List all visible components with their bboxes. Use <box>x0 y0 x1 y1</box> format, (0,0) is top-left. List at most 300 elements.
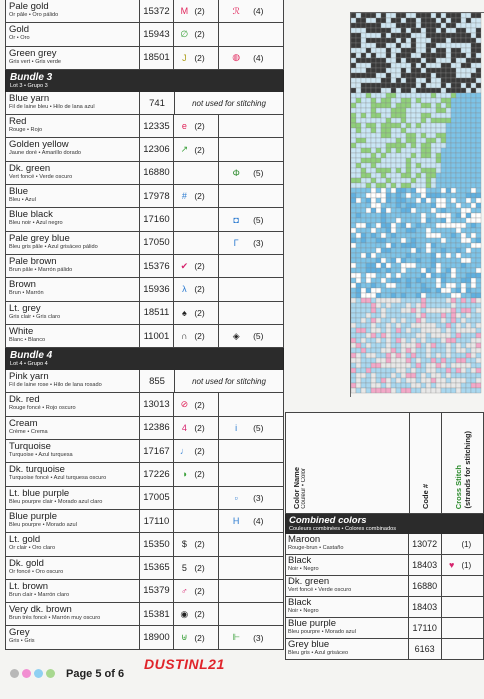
chart-cell <box>386 43 391 48</box>
chart-cell <box>351 198 356 203</box>
chart-cell <box>466 118 471 123</box>
chart-cell <box>381 233 386 238</box>
chart-cell <box>456 233 461 238</box>
chart-cell <box>456 263 461 268</box>
chart-cell <box>406 108 411 113</box>
chart-cell <box>471 318 476 323</box>
chart-cell <box>476 333 481 338</box>
chart-cell <box>421 193 426 198</box>
chart-cell <box>461 98 466 103</box>
chart-cell <box>396 208 401 213</box>
chart-cell <box>441 258 446 263</box>
chart-cell <box>366 223 371 228</box>
chart-cell <box>361 318 366 323</box>
chart-cell <box>431 48 436 53</box>
chart-cell <box>461 118 466 123</box>
chart-cell <box>391 353 396 358</box>
chart-cell <box>436 363 441 368</box>
chart-cell <box>471 63 476 68</box>
chart-cell <box>411 388 416 393</box>
chart-cell <box>406 258 411 263</box>
color-row <box>5 463 284 486</box>
chart-cell <box>411 328 416 333</box>
chart-cell <box>466 38 471 43</box>
chart-cell <box>436 43 441 48</box>
chart-cell <box>421 183 426 188</box>
chart-cell <box>401 148 406 153</box>
chart-cell <box>461 123 466 128</box>
chart-cell <box>406 148 411 153</box>
chart-cell <box>356 203 361 208</box>
chart-cell <box>386 13 391 18</box>
chart-cell <box>386 348 391 353</box>
chart-cell <box>466 278 471 283</box>
chart-cell <box>361 188 366 193</box>
chart-cell <box>366 318 371 323</box>
chart-cell <box>396 28 401 33</box>
chart-cell <box>446 13 451 18</box>
chart-cell <box>451 33 456 38</box>
chart-cell <box>411 373 416 378</box>
chart-cell <box>356 333 361 338</box>
chart-cell <box>431 233 436 238</box>
color-name-translation: Fil de laine rose • Hilo de lana rosado <box>9 382 102 389</box>
chart-cell <box>431 348 436 353</box>
chart-cell <box>366 373 371 378</box>
chart-cell <box>426 388 431 393</box>
chart-cell <box>436 98 441 103</box>
chart-cell <box>416 183 421 188</box>
chart-cell <box>381 323 386 328</box>
chart-cell <box>356 33 361 38</box>
chart-cell <box>366 253 371 258</box>
chart-cell <box>466 148 471 153</box>
backstitch-count: (3) <box>253 492 264 503</box>
chart-cell <box>466 388 471 393</box>
chart-cell <box>411 88 416 93</box>
chart-cell <box>426 93 431 98</box>
chart-cell <box>466 53 471 58</box>
chart-cell <box>406 263 411 268</box>
chart-cell <box>431 188 436 193</box>
combined-color-translation: Vert foncé • Verde oscuro <box>288 587 352 593</box>
chart-cell <box>441 188 446 193</box>
chart-cell <box>366 163 371 168</box>
strand-count <box>194 232 218 254</box>
chart-cell <box>376 18 381 23</box>
chart-cell <box>466 138 471 143</box>
chart-cell <box>396 78 401 83</box>
chart-cell <box>361 238 366 243</box>
chart-cell <box>361 213 366 218</box>
chart-cell <box>381 143 386 148</box>
chart-cell <box>391 98 396 103</box>
chart-cell <box>376 73 381 78</box>
chart-cell <box>371 63 376 68</box>
chart-cell <box>431 193 436 198</box>
chart-cell <box>376 193 381 198</box>
chart-cell <box>471 388 476 393</box>
chart-cell <box>351 148 356 153</box>
color-name-translation: Rouge foncé • Rojo oscuro <box>9 405 76 412</box>
chart-cell <box>356 143 361 148</box>
chart-cell <box>391 173 396 178</box>
chart-cell <box>381 338 386 343</box>
chart-cell <box>476 198 481 203</box>
chart-cell <box>411 93 416 98</box>
color-code: 15376 <box>139 255 174 277</box>
chart-cell <box>361 223 366 228</box>
backstitch-symbol <box>218 138 253 160</box>
chart-cell <box>371 248 376 253</box>
chart-cell <box>366 203 371 208</box>
backstitch-symbol <box>218 255 253 277</box>
chart-cell <box>456 148 461 153</box>
chart-cell <box>381 128 386 133</box>
chart-cell <box>416 78 421 83</box>
chart-cell <box>441 308 446 313</box>
chart-cell <box>421 293 426 298</box>
chart-cell <box>471 133 476 138</box>
chart-cell <box>356 133 361 138</box>
chart-cell <box>446 263 451 268</box>
color-name-cell <box>6 393 139 415</box>
chart-cell <box>361 308 366 313</box>
chart-cell <box>456 93 461 98</box>
bundle-subtitle: Lot 3 • Grupo 3 <box>10 82 48 89</box>
chart-cell <box>466 78 471 83</box>
chart-cell <box>396 243 401 248</box>
chart-cell <box>386 373 391 378</box>
chart-cell <box>376 118 381 123</box>
chart-cell <box>366 308 371 313</box>
chart-cell <box>451 38 456 43</box>
chart-cell <box>421 228 426 233</box>
chart-cell <box>381 333 386 338</box>
chart-cell <box>351 143 356 148</box>
chart-cell <box>356 63 361 68</box>
color-code: 18511 <box>139 302 174 324</box>
chart-cell <box>366 263 371 268</box>
stitch-symbol <box>173 162 194 184</box>
chart-cell <box>456 103 461 108</box>
chart-cell <box>441 238 446 243</box>
chart-cell <box>351 358 356 363</box>
chart-cell <box>426 323 431 328</box>
color-name: Pale grey blue <box>9 232 70 244</box>
chart-cell <box>351 58 356 63</box>
chart-cell <box>461 338 466 343</box>
chart-cell <box>421 53 426 58</box>
chart-cell <box>431 238 436 243</box>
color-name: Green grey <box>9 47 57 59</box>
chart-cell <box>371 233 376 238</box>
chart-cell <box>351 293 356 298</box>
chart-cell <box>431 218 436 223</box>
chart-cell <box>421 368 426 373</box>
chart-cell <box>381 373 386 378</box>
chart-cell <box>431 73 436 78</box>
chart-cell <box>391 118 396 123</box>
strand-count: (2) <box>194 632 205 643</box>
chart-cell <box>381 163 386 168</box>
chart-cell <box>471 363 476 368</box>
chart-cell <box>366 193 371 198</box>
chart-cell <box>451 138 456 143</box>
stitch-symbol <box>173 232 194 254</box>
chart-cell <box>416 98 421 103</box>
chart-cell <box>366 38 371 43</box>
chart-cell <box>361 328 366 333</box>
chart-cell <box>441 98 446 103</box>
chart-cell <box>416 223 421 228</box>
chart-cell <box>426 158 431 163</box>
page-footer <box>10 665 124 683</box>
chart-cell <box>456 288 461 293</box>
chart-cell <box>401 118 406 123</box>
chart-cell <box>436 308 441 313</box>
chart-cell <box>411 48 416 53</box>
chart-cell <box>431 293 436 298</box>
chart-cell <box>476 53 481 58</box>
chart-cell <box>451 193 456 198</box>
chart-cell <box>441 173 446 178</box>
chart-cell <box>431 23 436 28</box>
chart-cell <box>386 298 391 303</box>
chart-cell <box>446 188 451 193</box>
chart-cell <box>446 193 451 198</box>
chart-cell <box>421 148 426 153</box>
chart-cell <box>406 373 411 378</box>
chart-cell <box>381 43 386 48</box>
chart-cell <box>471 143 476 148</box>
chart-cell <box>461 253 466 258</box>
chart-cell <box>476 158 481 163</box>
section-title: Combined colors <box>289 515 367 526</box>
chart-cell <box>371 158 376 163</box>
chart-cell <box>476 48 481 53</box>
chart-cell <box>386 183 391 188</box>
chart-cell <box>471 273 476 278</box>
chart-cell <box>431 108 436 113</box>
chart-cell <box>401 43 406 48</box>
chart-cell <box>391 213 396 218</box>
chart-cell <box>461 198 466 203</box>
chart-cell <box>356 253 361 258</box>
chart-cell <box>411 148 416 153</box>
chart-cell <box>466 283 471 288</box>
chart-cell <box>431 83 436 88</box>
chart-cell <box>436 218 441 223</box>
chart-cell <box>396 388 401 393</box>
chart-cell <box>476 368 481 373</box>
chart-cell <box>471 123 476 128</box>
chart-cell <box>466 308 471 313</box>
chart-cell <box>386 323 391 328</box>
chart-cell <box>466 353 471 358</box>
chart-cell <box>471 33 476 38</box>
chart-cell <box>431 113 436 118</box>
chart-cell <box>351 63 356 68</box>
chart-cell <box>461 63 466 68</box>
chart-cell <box>386 148 391 153</box>
chart-cell <box>391 253 396 258</box>
chart-cell <box>431 313 436 318</box>
chart-cell <box>386 343 391 348</box>
chart-cell <box>441 348 446 353</box>
chart-cell <box>456 23 461 28</box>
color-name-translation: Or clair • Oro claro <box>9 545 56 552</box>
chart-cell <box>416 218 421 223</box>
color-name: Blue purple <box>9 510 58 522</box>
chart-cell <box>386 68 391 73</box>
color-name: Brown <box>9 279 36 291</box>
chart-cell <box>441 378 446 383</box>
chart-cell <box>376 313 381 318</box>
chart-cell <box>436 378 441 383</box>
chart-cell <box>461 43 466 48</box>
chart-cell <box>441 168 446 173</box>
chart-cell <box>441 243 446 248</box>
chart-cell <box>466 133 471 138</box>
chart-cell <box>386 213 391 218</box>
chart-cell <box>416 53 421 58</box>
chart-cell <box>356 163 361 168</box>
chart-cell <box>376 363 381 368</box>
chart-cell <box>351 253 356 258</box>
chart-cell <box>476 313 481 318</box>
chart-cell <box>391 38 396 43</box>
chart-cell <box>461 203 466 208</box>
chart-cell <box>471 38 476 43</box>
chart-cell <box>476 108 481 113</box>
chart-cell <box>356 233 361 238</box>
chart-cell <box>391 303 396 308</box>
chart-cell <box>451 73 456 78</box>
chart-cell <box>416 258 421 263</box>
chart-cell <box>386 293 391 298</box>
chart-cell <box>476 228 481 233</box>
chart-cell <box>396 63 401 68</box>
chart-cell <box>356 293 361 298</box>
color-name-translation: Blanc • Blanco <box>9 336 46 343</box>
chart-cell <box>446 328 451 333</box>
chart-cell <box>401 263 406 268</box>
chart-cell <box>371 378 376 383</box>
chart-cell <box>406 238 411 243</box>
color-name: Gold <box>9 24 30 36</box>
chart-cell <box>371 28 376 33</box>
chart-cell <box>406 198 411 203</box>
chart-cell <box>446 33 451 38</box>
chart-cell <box>441 18 446 23</box>
chart-cell <box>351 153 356 158</box>
chart-cell <box>411 233 416 238</box>
chart-cell <box>396 278 401 283</box>
chart-cell <box>391 223 396 228</box>
chart-cell <box>431 223 436 228</box>
chart-cell <box>426 48 431 53</box>
chart-cell <box>456 228 461 233</box>
chart-cell <box>381 173 386 178</box>
chart-cell <box>386 238 391 243</box>
chart-cell <box>371 383 376 388</box>
chart-cell <box>426 238 431 243</box>
chart-cell <box>476 118 481 123</box>
chart-cell <box>436 208 441 213</box>
chart-cell <box>406 103 411 108</box>
chart-cell <box>471 253 476 258</box>
chart-cell <box>356 138 361 143</box>
chart-cell <box>471 118 476 123</box>
chart-cell <box>451 293 456 298</box>
bundle-subtitle: Lot 4 • Grupo 4 <box>10 361 48 368</box>
chart-cell <box>476 318 481 323</box>
chart-cell <box>441 223 446 228</box>
backstitch-symbol <box>218 603 253 625</box>
chart-cell <box>471 383 476 388</box>
strand-count <box>194 162 218 184</box>
chart-cell <box>411 53 416 58</box>
chart-cell <box>421 113 426 118</box>
chart-cell <box>391 348 396 353</box>
chart-cell <box>391 123 396 128</box>
chart-cell <box>431 268 436 273</box>
chart-cell <box>361 283 366 288</box>
chart-cell <box>436 368 441 373</box>
chart-cell <box>356 118 361 123</box>
chart-cell <box>421 298 426 303</box>
chart-cell <box>471 188 476 193</box>
color-name-cell <box>6 302 139 324</box>
chart-cell <box>476 273 481 278</box>
chart-cell <box>476 98 481 103</box>
chart-cell <box>391 53 396 58</box>
chart-cell <box>456 173 461 178</box>
chart-cell <box>441 108 446 113</box>
chart-cell <box>401 348 406 353</box>
combined-color-code: 18403 <box>408 555 441 575</box>
chart-cell <box>471 218 476 223</box>
chart-cell <box>411 153 416 158</box>
chart-cell <box>411 293 416 298</box>
chart-cell <box>396 163 401 168</box>
chart-cell <box>361 378 366 383</box>
chart-cell <box>476 288 481 293</box>
chart-cell <box>421 28 426 33</box>
chart-cell <box>386 243 391 248</box>
chart-cell <box>421 338 426 343</box>
chart-cell <box>351 213 356 218</box>
strand-count <box>194 510 218 532</box>
chart-cell <box>466 218 471 223</box>
chart-cell <box>361 278 366 283</box>
chart-cell <box>401 283 406 288</box>
chart-cell <box>376 53 381 58</box>
combined-stitch-symbol <box>441 597 462 617</box>
chart-cell <box>376 133 381 138</box>
chart-cell <box>391 233 396 238</box>
chart-cell <box>401 178 406 183</box>
chart-cell <box>356 178 361 183</box>
chart-cell <box>356 338 361 343</box>
chart-cell <box>416 18 421 23</box>
chart-cell <box>436 63 441 68</box>
chart-cell <box>461 243 466 248</box>
chart-cell <box>391 373 396 378</box>
chart-cell <box>476 123 481 128</box>
chart-cell <box>416 373 421 378</box>
